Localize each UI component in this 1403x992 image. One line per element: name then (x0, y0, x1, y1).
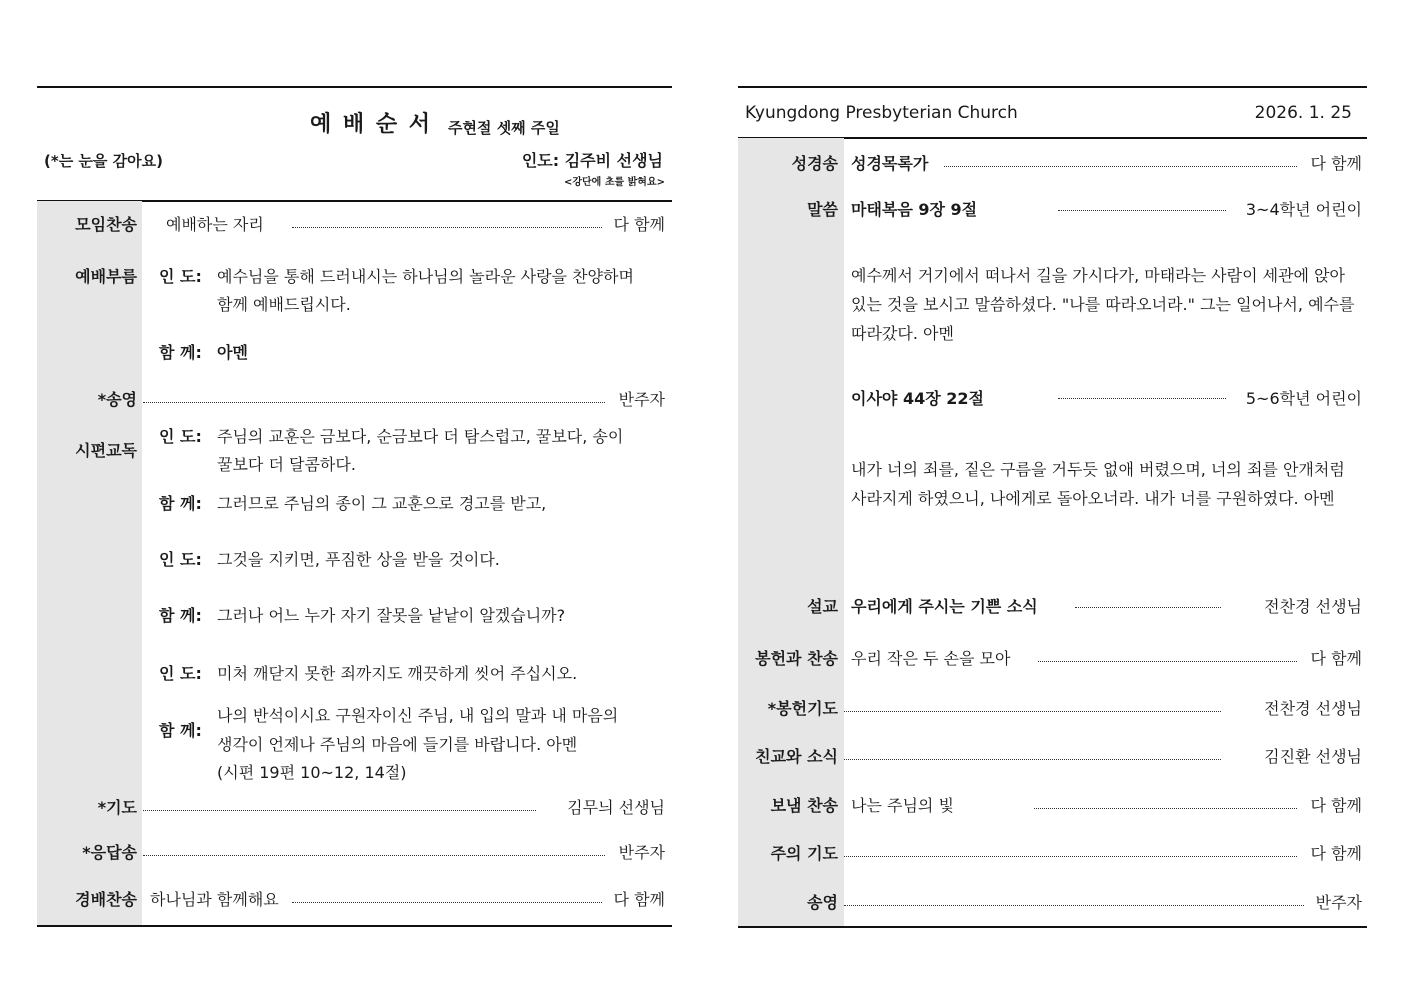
performer: 다 함께 (613, 215, 665, 234)
reading-line: 그러나 어느 누가 자기 잘못을 낱낱이 알겠습니까? (217, 606, 566, 625)
sermon-title: 우리에게 주시는 기쁜 소식 (851, 597, 1038, 616)
leader-line: 함께 예배드립시다. (217, 295, 351, 314)
performer: 다 함께 (1310, 649, 1362, 668)
performer: 다 함께 (613, 890, 665, 909)
performer: 다 함께 (1310, 154, 1362, 173)
row-label: *기도 (97, 798, 137, 817)
row-label: 모임찬송 (75, 215, 137, 234)
leader-dots (143, 855, 605, 856)
row-label: 시편교독 (75, 441, 137, 460)
reading-line: 꿀보다 더 달콤하다. (217, 455, 356, 474)
reading-line: 주님의 교훈은 금보다, 순금보다 더 탐스럽고, 꿀보다, 송이 (217, 427, 624, 446)
performer: 김무늬 선생님 (567, 798, 665, 817)
leader-line: 예수님을 통해 드러내시는 하나님의 놀라운 사랑을 찬양하며 (217, 267, 634, 286)
leader-dots (1058, 210, 1226, 211)
row-label: *봉헌기도 (767, 699, 838, 718)
hymn-title: 예배하는 자리 (166, 215, 264, 234)
leader-dots (844, 759, 1221, 760)
candle-note: <강단에 초를 밝혀요> (563, 177, 665, 188)
scripture-reference: 이사야 44장 22절 (851, 389, 984, 408)
performer: 전찬경 선생님 (1264, 699, 1362, 718)
row-label: *응답송 (82, 843, 137, 862)
congregation-tag: 함 께: (159, 721, 202, 740)
leader-dots (944, 166, 1297, 167)
leader-tag: 인 도: (159, 664, 202, 683)
bottom-rule (37, 925, 672, 927)
performer: 다 함께 (1310, 796, 1362, 815)
congregation-line: 아멘 (217, 343, 248, 362)
scripture-text: 내가 너의 죄를, 짙은 구름을 거두듯 없애 버렸으며, 너의 죄를 안개처럼 사라지게 하였으니, 나에게로 돌아오너라. 내가 너를 구원하였다. 아멘 (851, 460, 1345, 508)
row-label: 예배부름 (75, 267, 137, 286)
reading-line: 그러므로 주님의 종이 그 교훈으로 경고를 받고, (217, 494, 547, 513)
scripture-reference: 마태복음 9장 9절 (851, 200, 978, 219)
service-date: 2026. 1. 25 (1254, 103, 1352, 123)
leader-dots (143, 402, 605, 403)
reader: 3~4학년 어린이 (1245, 200, 1362, 219)
leader-dots (292, 227, 602, 228)
reading-line: 그것을 지키면, 푸짐한 상을 받을 것이다. (217, 550, 500, 569)
leader-dots (844, 856, 1297, 857)
scripture-text: 예수께서 거기에서 떠나서 길을 가시다가, 마태라는 사람이 세관에 앉아 있는 것을 보시고 말씀하셨다. "나를 따라오너라." 그는 일어나서, 예수를 따라갔다. 아멘 (851, 266, 1355, 343)
congregation-tag: 함 께: (159, 343, 202, 362)
song-title: 성경목록가 (851, 154, 929, 173)
reader: 5~6학년 어린이 (1245, 389, 1362, 408)
leader-tag: 인 도: (159, 267, 202, 286)
row-label: 주의 기도 (770, 844, 838, 863)
hymn-title: 나는 주님의 빛 (851, 796, 954, 815)
leader-dots (1058, 398, 1226, 399)
leader-dots (292, 902, 602, 903)
reading-line: 나의 반석이시요 구원자이신 주님, 내 입의 말과 내 마음의 (217, 706, 619, 725)
performer: 김진환 선생님 (1264, 747, 1362, 766)
reading-line: 미처 깨닫지 못한 죄까지도 깨끗하게 씻어 주십시오. (217, 664, 578, 683)
eyes-closed-note: (*는 눈을 감아요) (44, 152, 163, 170)
performer: 반주자 (618, 843, 665, 862)
row-label: 성경송 (791, 154, 838, 173)
congregation-tag: 함 께: (159, 494, 202, 513)
row-label: 보냄 찬송 (770, 796, 838, 815)
hymn-title: 우리 작은 두 손을 모아 (851, 649, 1011, 668)
row-label: 친교와 소식 (755, 747, 838, 766)
row-label: 송영 (807, 893, 838, 912)
row-label: 경배찬송 (75, 890, 137, 909)
row-label: 설교 (807, 597, 838, 616)
leader-name: 인도: 김주비 선생님 (521, 151, 663, 170)
top-rule (738, 86, 1367, 88)
leader-dots (143, 810, 536, 811)
leader-tag: 인 도: (159, 427, 202, 446)
bottom-rule (738, 926, 1367, 928)
psalm-reference: (시편 19편 10~12, 14절) (217, 763, 407, 782)
order-of-worship-title: 예 배 순 서 (310, 112, 432, 137)
performer: 반주자 (1315, 893, 1362, 912)
row-label: *송영 (97, 390, 137, 409)
leader-dots (844, 711, 1221, 712)
row-label: 봉헌과 찬송 (755, 649, 838, 668)
church-name: Kyungdong Presbyterian Church (745, 103, 1018, 123)
congregation-tag: 함 께: (159, 606, 202, 625)
leader-dots (1075, 607, 1221, 608)
hymn-title: 하나님과 함께해요 (150, 890, 279, 909)
top-rule (37, 86, 672, 88)
performer: 반주자 (618, 390, 665, 409)
leader-dots (844, 905, 1304, 906)
preacher: 전찬경 선생님 (1264, 597, 1362, 616)
sunday-subtitle: 주현절 셋째 주일 (448, 119, 560, 137)
row-label: 말씀 (807, 200, 838, 219)
leader-tag: 인 도: (159, 550, 202, 569)
performer: 다 함께 (1310, 844, 1362, 863)
reading-line: 생각이 언제나 주님의 마음에 들기를 바랍니다. 아멘 (217, 735, 578, 754)
